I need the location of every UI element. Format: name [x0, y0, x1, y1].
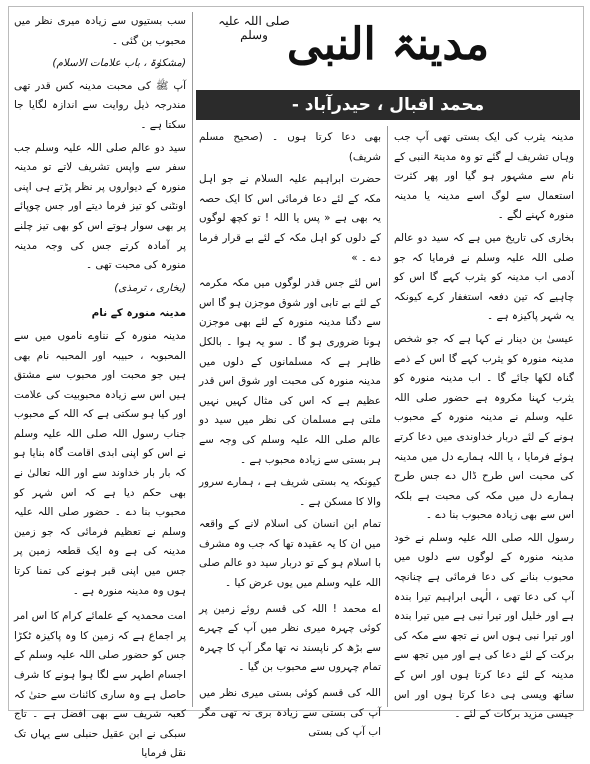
paragraph: امت محمدیہ کے علمائے کرام کا اس امر پر اجماع ہے کہ زمین کا وہ پاکیزہ ٹکڑا جس کو حضور صلی اللہ علیہ وسلم کے اجسام اطہر سے لگا ہوا ہونے کا شرف حاصل ہے وہ ساری کائنات سے حتیٰ کہ کعبہ شریف سے بھی افضل ہے ۔ تاج سبکی نے ابن عقیل حنبلی سے یہاں تک نقل فرمایا: [14, 610, 186, 760]
column-divider: [387, 126, 388, 707]
section-heading: مدینہ منورہ کے نام: [91, 307, 186, 320]
paragraph: اس لئے جس قدر لوگوں میں مکہ مکرمہ کے لئے بے تابی اور شوق موجزن ہو گا اس سے دگنا مدینہ منورہ کے لئے بھی موجزن ہونا ضروری ہو گا ۔ سو یہ ہوا ۔ بالکل ظاہر ہے کہ مسلمانوں کے دلوں میں مدینہ منورہ کی محبت اور شوق اس قدر عظیم ہے کہ اس کی مثال کہیں نہیں ملتی ہے مسلمان کی نظر میں سید دو عالم صلی اللہ علیہ وسلم کی وجہ سے ہر بستی سے زیادہ محبوب ہے ۔: [199, 277, 381, 466]
title-honorific: صلی اللہ علیہ وسلم: [218, 14, 290, 42]
author-byline: محمد اقبال ، حیدرآباد -: [196, 90, 580, 120]
article-column-middle: [199, 128, 381, 739]
paragraph: آپ ﷺ کی محبت مدینہ کس قدر تھی مندرجہ ذیل روایت سے اندازہ لگایا جا سکتا ہے ۔: [14, 79, 186, 131]
paragraph: بخاری کی تاریخ میں ہے کہ سید دو عالم صلی اللہ علیہ وسلم نے فرمایا کہ جو آدمی اب مدینہ کو یثرب کہے گا اس کو چاہیے کہ تین دفعہ استغفار کرے کیونکہ یہ شہر پاکیزہ ہے ۔: [394, 231, 574, 323]
paragraph: تمام ابن انسان کی اسلام لانے کے واقعہ میں ان کا یہ عقیدہ تھا کہ جب وہ مشرف با اسلام ہو کے تو دربار سید دو عالم صلی اللہ علیہ وسلم میں یوں عرض کیا ۔: [199, 518, 381, 590]
paragraph: رسول اللہ صلی اللہ علیہ وسلم نے خود مدینہ منورہ کے لوگوں سے دلوں میں محبوب بنانے کی دعا فرمائی ہے چنانچہ آپ کی دعا تھی ، الٰہی ابراہیم تیرا بندہ ہے اور خلیل اور تیرا نبی ہے میں تیرا بندہ اور تیرا نبی ہوں اس نے تجھ سے مکہ کی برکت کے لئے دعا کی ہے اور میں تجھ سے مدینہ کے لئے دعا کرتا ہوں اور اس کے ساتھ ویسی ہی دعا کرتا ہوں اور اس جیسی مزید برکات کے لئے ۔: [394, 531, 574, 721]
article-title: مدینۃ النبی: [286, 19, 490, 70]
article-column-left: [14, 12, 186, 760]
paragraph: کیونکہ یہ بستی شریف ہے ، ہمارے سرور والا کا مسکن ہے ۔: [199, 476, 381, 508]
citation: (مشکوٰۃ ، باب علامات الاسلام): [52, 57, 186, 70]
paragraph: بھی دعا کرتا ہوں ۔ (صحیح مسلم شریف): [199, 131, 381, 163]
column-divider: [192, 12, 193, 707]
article-column-right: [394, 128, 574, 721]
citation: (بخاری ، ترمذی): [114, 281, 186, 294]
paragraph: حضرت ابراہیم علیہ السلام نے جو اہل مکہ کے لئے دعا فرمائی اس کا ایک حصہ یہ بھی ہے « پس یا اللہ ! تو کچھ لوگوں کے دلوں کو اہل مکہ کے لئے بے قرار فرما دے ۔ »: [199, 173, 381, 264]
paragraph: اے محمد ! اللہ کی قسم روئے زمین پر کوئی چہرہ میری نظر میں آپ کے چہرے سے بڑھ کر ناپسند نہ تھا مگر آپ کا چہرہ تمام چہروں سے محبوب بن گیا ۔: [199, 602, 381, 674]
paragraph: عیسیٰ بن دینار نے کہا ہے کہ جو شخص مدینہ منورہ کو یثرب کہے گا اس کے ذمے گناہ لکھا جائے گا ۔ اب مدینہ منورہ کو یثرب کہنا مکروہ ہے حضور صلی اللہ علیہ وسلم نے مدینہ منورہ کے محبوب ہونے کے لئے دربار خداوندی میں دعا کرتے ہوئے فرمایا ، یا اللہ ہمارے دل میں مدینہ کی محبت اس طرح ڈال دے جس طرح ہمارے دل میں مکہ کی محبت ہے بلکہ اس سے بھی زیادہ محبوب بنا دے ۔: [394, 332, 574, 522]
paragraph: مدینہ یثرب کی ایک بستی تھی آپ جب وہاں تشریف لے گئے تو وہ مدینۃ النبی کے نام سے مشہور ہو گیا اور پھر کثرت استعمال سے لوگ اسے مدینہ یا مدینہ منورہ کہنے لگے ۔: [394, 131, 574, 222]
paragraph: سید دو عالم صلی اللہ علیہ وسلم جب سفر سے واپس تشریف لاتے تو مدینہ منورہ کے دیواروں پر نظر پڑتے ہی اپنی اونٹنی کو تیز فرما دیتے اور جس چوپائے پر بھی سوار ہوتے اس کو بھی تیز چلنے پر آمادہ کرتے جس کی وجہ مدینہ منورہ کی محبت تھی ۔: [14, 141, 186, 272]
paragraph: مدینہ منورہ کے نناوے ناموں میں سے المحبوبہ ، حبیبہ اور المحببہ نام بھی ہیں جو محبت اور محبوب سے مشتق ہیں اس سے زیادہ محبوبیت کی علامت اور کیا ہو سکتی ہے کہ اللہ کے محبوب جناب رسول اللہ صلی اللہ علیہ وسلم نے اس کو اپنی ابدی اقامت گاہ بنایا ہو کہ بار بار خداوند سے اور اللہ تعالیٰ نے بھی حکم دیا ہے کہ اس شہر کو محبوب بنا دے ۔ حضور صلی اللہ علیہ وسلم نے تعظیم فرمائی کہ جو زمین مدینہ کی ہے وہ ایک قطعہ زمین پر جس میں اپنی قبر ہونے کی تمنا کرتا ہوں وہ مدینہ منورہ ہے ۔: [14, 329, 186, 597]
paragraph: اللہ کی قسم کوئی بستی میری نظر میں آپ کی بستی سے زیادہ بری نہ تھی مگر اب آپ کی بستی: [199, 687, 381, 739]
paragraph: سب بستیوں سے زیادہ میری نظر میں محبوب بن گئی ۔: [14, 15, 186, 47]
